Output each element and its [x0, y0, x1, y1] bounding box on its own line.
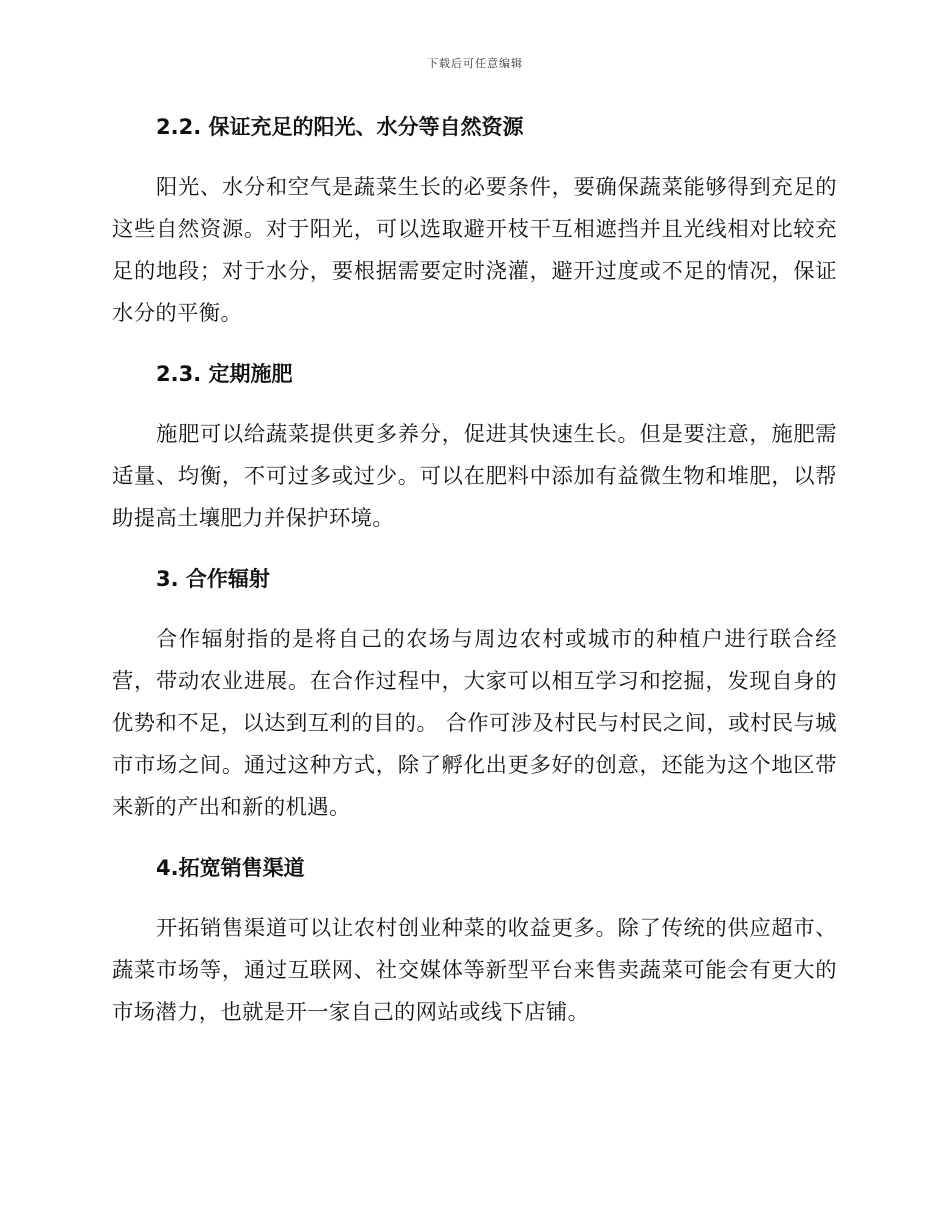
- section-paragraph-2-3: 施肥可以给蔬菜提供更多养分，促进其快速生长。但是要注意，施肥需适量、均衡，不可过多或过少。可以在肥料中添加有益微生物和堆肥，以帮助提高土壤肥力并保护环境。: [112, 422, 837, 531]
- section-paragraph-2-2: 阳光、水分和空气是蔬菜生长的必要条件，要确保蔬菜能够得到充足的这些自然资源。对于阳光，可以选取避开枝干互相遮挡并且光线相对比较充足的地段；对于水分，要根据需要定时浇灌，避开过度或不足的情况，保证水分的平衡。: [112, 175, 837, 326]
- section-heading-2-3: 2.3. 定期施肥: [156, 362, 293, 386]
- section-heading-3: 3. 合作辐射: [156, 567, 270, 591]
- header-note: 下载后可任意编辑: [427, 57, 523, 70]
- section-paragraph-3: 合作辐射指的是将自己的农场与周边农村或城市的种植户进行联合经营，带动农业进展。在合作过程中，大家可以相互学习和挖掘，发现自身的优势和不足，以达到互利的目的。 合作可涉及村民与村民之间，或村民与城市市场之间。通过这种方式，除了孵化出更多好的创意，还能为这个地区带来新的产出和新的机遇。: [112, 627, 837, 820]
- document-body: [112, 112, 837, 1034]
- section-heading-4: 4.拓宽销售渠道: [156, 856, 305, 880]
- section-paragraph-4: 开拓销售渠道可以让农村创业种菜的收益更多。除了传统的供应超市、蔬菜市场等，通过互联网、社交媒体等新型平台来售卖蔬菜可能会有更大的市场潜力，也就是开一家自己的网站或线下店铺。: [112, 916, 837, 1025]
- section-heading-2-2: 2.2. 保证充足的阳光、水分等自然资源: [156, 115, 524, 139]
